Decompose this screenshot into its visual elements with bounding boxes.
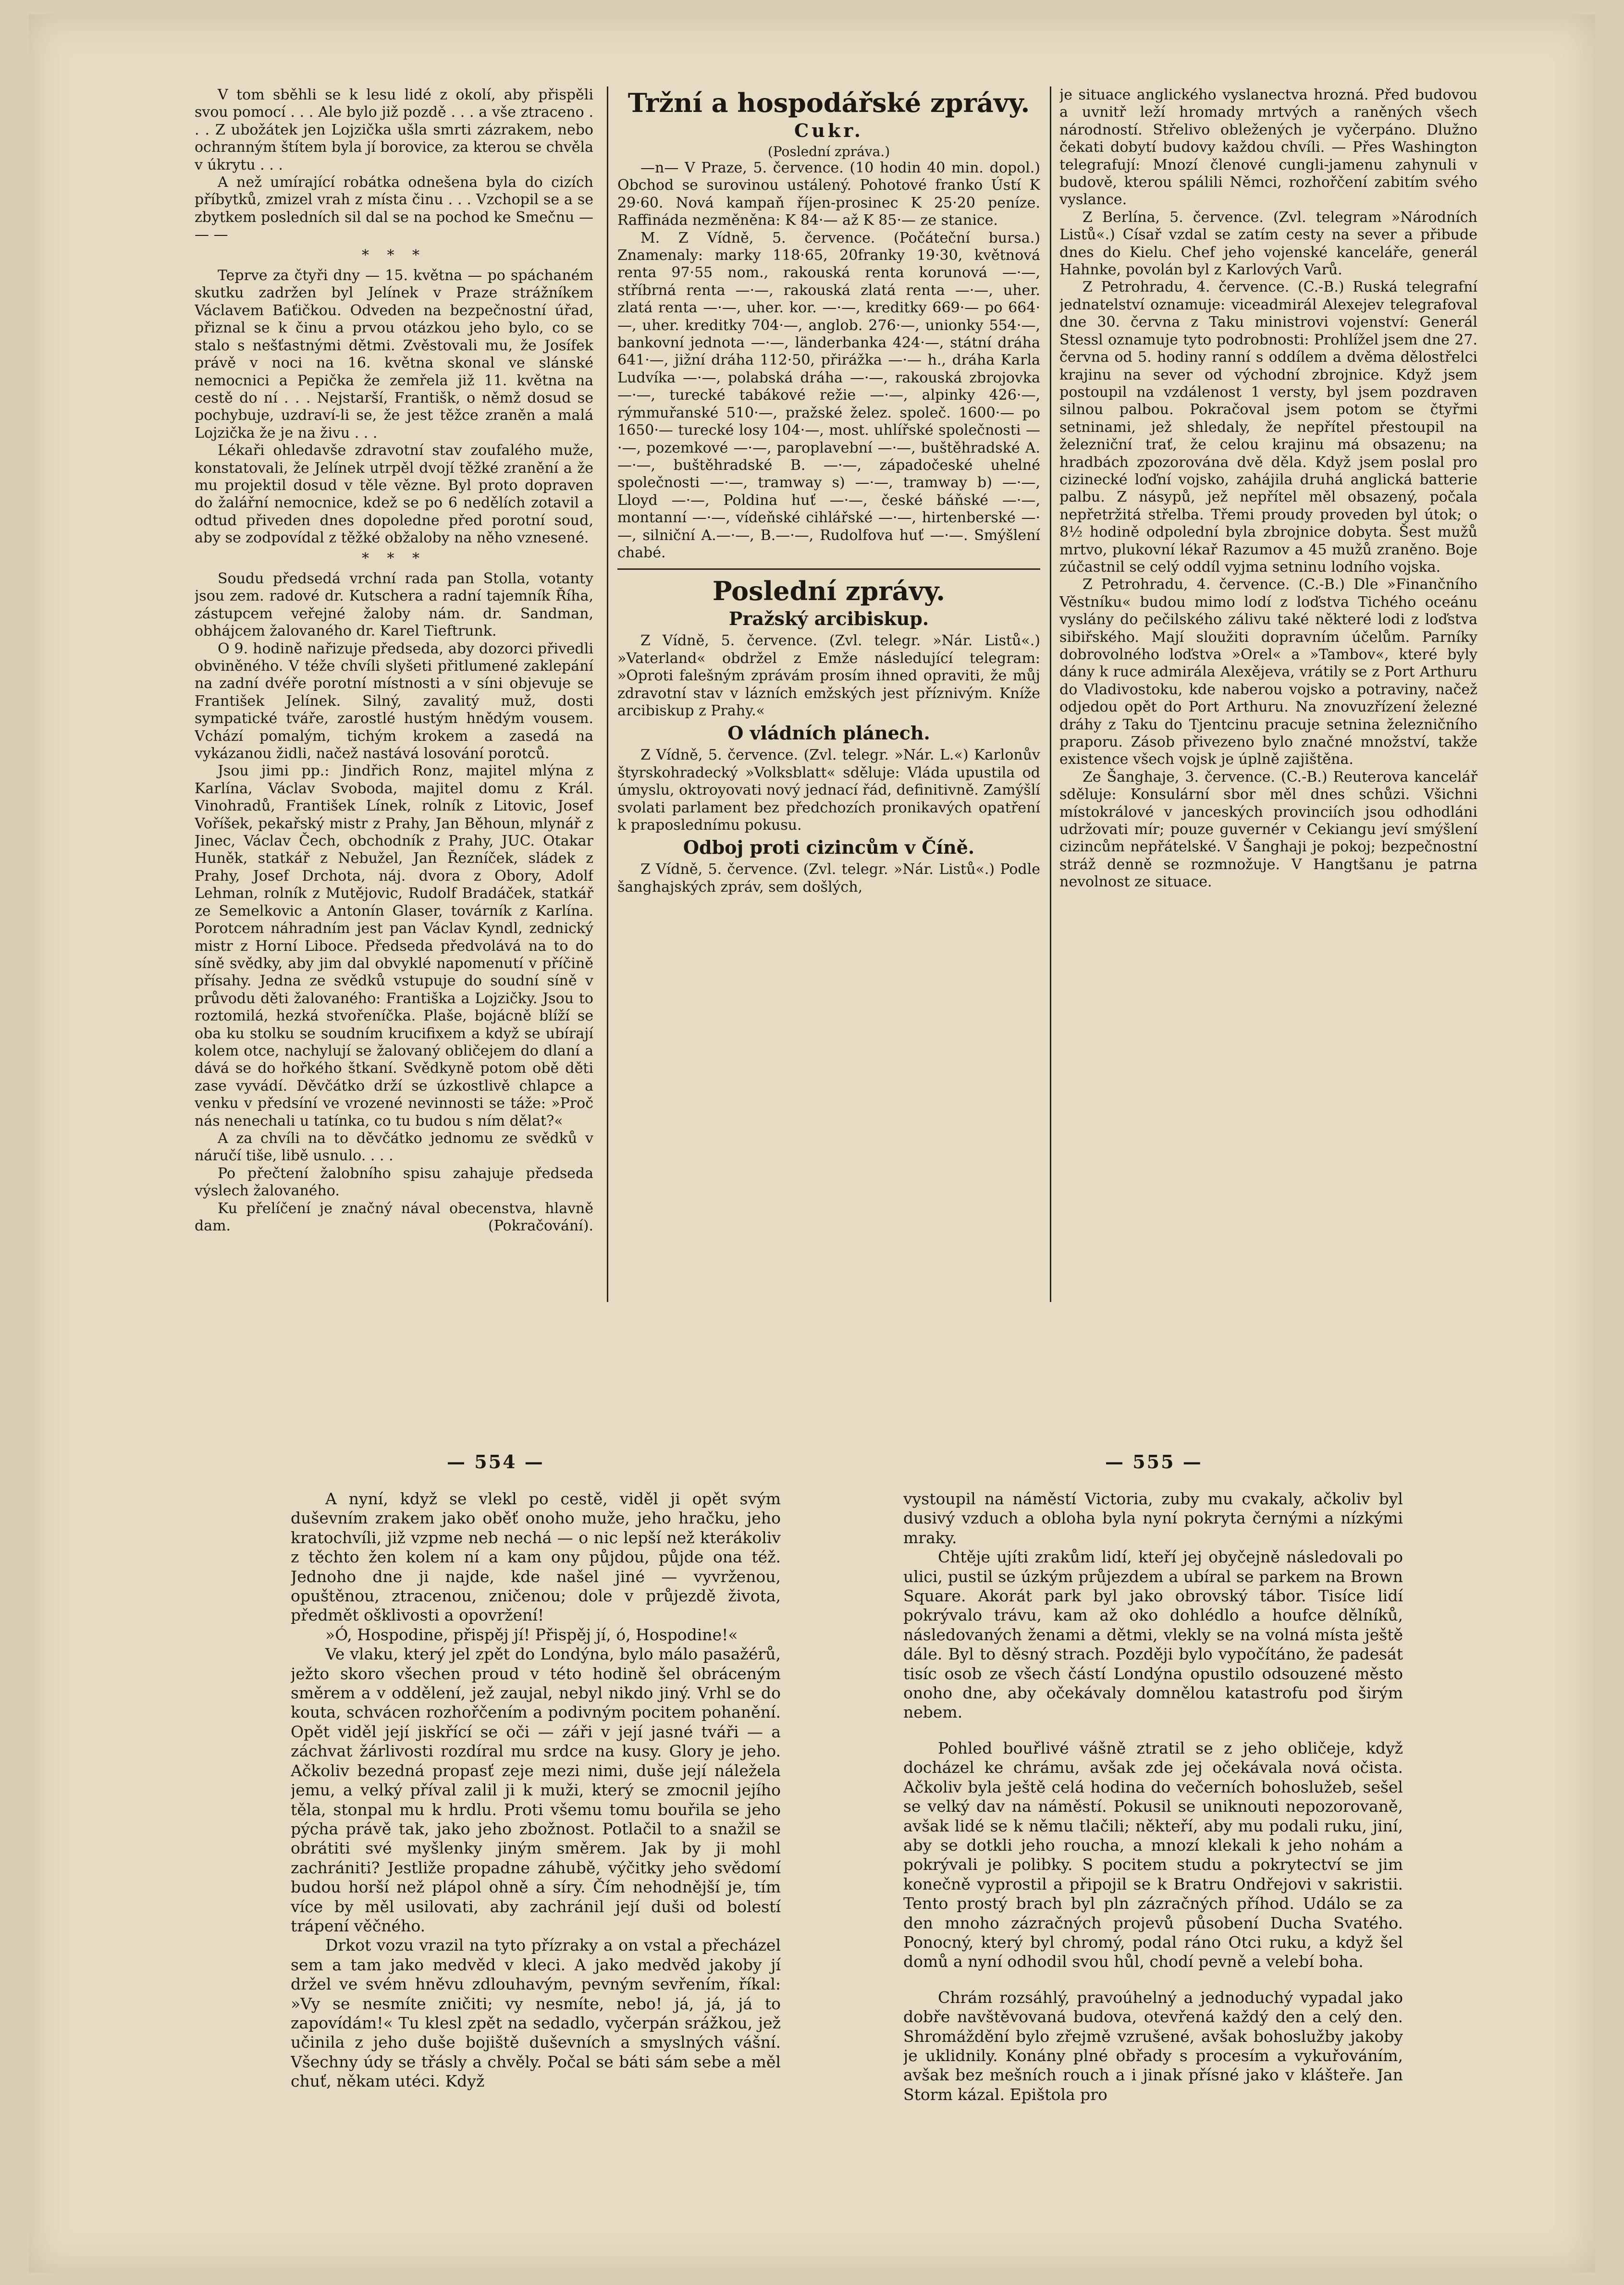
- paragraph: Ve vlaku, který jel zpět do Londýna, bylo málo pasažérů, ježto skoro všechen proud v této hodině šel obráceným směrem a v oddělení, jež zaujal, nebyl nikdo jiný. Vrhl se do kouta, schvácen rozhořčením a podivným pocitem pohanění. Opět viděl její jiskřící se oči — záři v její jasné tváři — a záchvat žárlivosti rozdíral mu srdce na kusy. Glory je jeho. Ačkoliv bezedná propasť zeje mezi nimi, duše její náležela jemu, a velký příval zalil ji k muži, který se zmocnil jejího těla, stonpal mu k hrdlu. Proti všemu tomu bouřila se jeho pýcha právě tak, jako jeho zbožnost. Potlačil to a snažil se obrátiti své myšlenky jiným směrem. Jak by ji mohl zachrániti? Jestliže propadne záhubě, výčitky jeho svědomí budou horší než plápol ohně a síry. Čím nehodnější je, tím více by měl usilovati, aby zachránil její duši od bolestí trápení věčného.: [291, 1645, 781, 1935]
- paragraph: [195, 1200, 593, 1235]
- page-number-right: — 555 —: [1105, 1451, 1203, 1473]
- section-rule: [617, 568, 1040, 570]
- page-number-left: — 554 —: [447, 1451, 544, 1473]
- paragraph: Teprve za čtyři dny — 15. května — po spáchaném skutku zadržen byl Jelínek v Praze strážníkem Václavem Baťičkou. Odveden na bezpečnostní úřad, přiznal se k činu a prvou otázkou jeho bylo, co se stalo s nešťastnými dětmi. Zvěstovali mu, že Josífek právě v noci na 16. května skonal ve slánské nemocnici a Pepička že zemřela již 11. května na cestě do ní . . . Nejstarší, Františk, o němž dosud se pochybuje, uzdraví-li se, že jest těžce zraněn a malá Lojzička že je na živu . . .: [195, 267, 593, 442]
- news-heading: Odboj proti cizincům v Číně.: [683, 836, 975, 859]
- paragraph: Soudu předsedá vrchní rada pan Stolla, votanty jsou zem. radové dr. Kutschera a radní tajemník Říha, zástupcem veřejné žaloby nám. dr. Sandman, obhájcem žalovaného dr. Karel Tieftrunk.: [195, 570, 593, 640]
- paragraph: Pohled bouřlivé vášně ztratil se z jeho obličeje, když docházel ke chrámu, avšak zde jej očekávala nová očista. Ačkoliv byla ještě celá hodina do večerních bohoslužeb, sešel se velký dav na náměstí. Pokusil se uniknouti nepozorovaně, avšak lidé se k němu tlačili; někteří, aby mu podali ruku, jiní, aby se dotkli jeho roucha, a mnozí klekali k jeho nohám a pokrývali je polibky. S pocitem studu a pokrytectví se jim konečně vyprostil a připojil se k Bratru Ondřejovi v sakristii. Tento prostý brach byl pln zázračných příhod. Událo se za den mnoho zázračných projevů působení Ducha Svatého. Ponocný, který byl chromý, podal ráno Otci ruku, a když šel domů a nyní odhodil svou hůl, chodí pevně a velebí boha.: [903, 1738, 1403, 1971]
- book-page-right: [903, 1489, 1403, 2210]
- paragraph: »Ó, Hospodine, přispěj jí! Přispěj jí, ó, Hospodine!«: [325, 1625, 738, 1644]
- paragraph-text: Ku přelíčení je značný nával obecenstva, hlavně dam.: [195, 1200, 593, 1234]
- paragraph: Jsou jimi pp.: Jindřich Ronz, majitel mlýna z Karlína, Václav Svoboda, majitel domu z Král. Vinohradů, František Línek, rolník z Litovic, Josef Voříšek, pekařský mistr z Prahy, Jan Běhoun, mlynář z Jinec, Václav Čech, obchodník z Prahy, JUC. Otakar Huněk, statkář z Nebužel, Jan Řezníček, sládek z Prahy, Josef Drchota, náj. dvora z Obory, Adolf Lehman, rolník z Mutějovic, Rudolf Bradáček, statkář ze Semelkovic a Antonín Glaser, továrník z Karlína. Porotcem náhradním jest pan Václav Kyndl, zednický mistr z Horní Liboce. Předseda předvolává na to do síně svědky, aby jim dal obvyklé napomenutí v příčině přísahy. Jedna ze svědků vstupuje do soudní síně v průvodu děti žalovaného: Františka a Lojzičky. Jsou to roztomilá, hezká stvořeníčka. Plaše, bojácně blíží se oba ku stolku se soudním krucifixem a když se ubírají kolem otce, nachylují se žalovaný obličejem do dlaní a dává se do hořkého štkaní. Svědkyně potom obě děti zase vyvádí. Děvčátko drží se úzkostlivě chlapce a venku v předsíní ve vrozené nevinnosti se táže: »Proč nás nenechali u tatínka, co tu budou s ním dělat?«: [195, 762, 593, 1130]
- book-page-left: [291, 1489, 781, 2210]
- paragraph: A nyní, když se vlekl po cestě, viděl ji opět svým duševním zrakem jako oběť onoho muže, jeho hračku, jeho kratochvíli, již vzpme neb nechá — o nic lepší než kterákoliv z těchto žen kolem ní a kam ony půjdou, půjde ona též. Jednoho dne ji najde, kde našel jiné — vyvrženou, opuštěnou, ztracenou, zničenou; dole v průjezdě života, předmět ošklivosti a opovržení!: [291, 1489, 781, 1625]
- paragraph: O 9. hodině nařizuje předseda, aby dozorci přivedli obviněného. V téže chvíli slyšeti přitlumené zaklepání na zadní dvéře porotní místnosti a v síni objevuje se František Jelínek. Silný, zavalitý muž, dosti sympatické tváře, zarostlé hustým hnědým vousem. Vchází pomalým, tichým krokem a zasedá na vykázanou židli, načež nastává losování porotců.: [195, 640, 593, 762]
- news-item: Z Vídně, 5. července. (Zvl. telegr. »Nár. Listů«.) Podle šanghajských zpráv, sem došlých,: [617, 861, 1040, 896]
- paragraph: Po přečtení žalobního spisu zahajuje předseda výslech žalovaného.: [195, 1165, 593, 1200]
- news-item: Z Vídně, 5. července. (Zvl. telegr. »Nár. Listů«.) »Vaterland« obdržel z Emže následující telegram: »Oproti falešným zprávám prosím ihned opraviti, že můj zdravotní stav v lázních emžských jest příznivým. Kníže arcibiskup z Prahy.«: [617, 632, 1040, 719]
- section-separator: * * *: [361, 550, 427, 567]
- bourse-report: M. Z Vídně, 5. července. (Počáteční bursa.) Znamenaly: marky 118·65, 20franky 19·30, květnová renta 97·55 nom., rakouská renta korunová —·—, stříbrná renta —·—, rakouská zlatá renta —·—, uher. zlatá renta —·—, uher. kor. —·—, kreditky 669·— po 664·—, uher. kreditky 704·—, anglob. 276·—, unionky 554·—, bankovní jednota —·—, länderbanka 424·—, státní dráha 641·—, jižní dráha 112·50, přirážka —·— h., dráha Karla Ludvíka —·—, polabská dráha —·—, rakouská zbrojovka —·—, turecké tabákové režie —·—, alpinky 426·—, rýmmuřanské 510·—, pražské želez. společ. 1600·— po 1650·— turecké losy 104·—, most. uhlířské společnosti —·—, pozemkové —·—, paroplavební —·—, buštěhradské A. —·—, buštěhradské B. —·—, západočeské uhelné společnosti —·—, tramway s) —·—, tramway b) —·—, Lloyd —·—, Poldina huť —·—, české báňské —·—, montanní —·—, vídeňské cihlářské —·—, hirtenberské —·—, silniční A.—·—, B.—·—, Rudolfova huť —·—. Smýšlení chabé.: [617, 229, 1040, 561]
- paragraph: vystoupil na náměstí Victoria, zuby mu cvakaly, ačkoliv byl dusivý vzduch a obloha byla nyní pokryta černými a nízkými mraky.: [903, 1489, 1403, 1547]
- market-rubric: Tržní a hospodářské zprávy.: [627, 87, 1030, 118]
- paragraph: je situace anglického vyslanectva hrozná. Před budovou a uvnitř leží hromady mrtvých a raněných všech národností. Střelivo obležených je vyčerpáno. Dlužno čekati dobytí budovy každou chvíli. — Přes Washington telegrafují: Mnozí členové cungli-jamenu zahynuli v budově, kterou spálili Němci, rozhořčení zabitím svého vyslance.: [1059, 86, 1477, 209]
- paragraph: A než umírající robátka odnešena byla do cizích příbytků, zmizel vrah z místa činu . . . Vzchopil se a se zbytkem posledních sil dal se na pochod ke Smečnu — — —: [195, 174, 593, 244]
- paragraph: V tom sběhli se k lesu lidé z okolí, aby přispěli svou pomocí . . . Ale bylo již pozdě . . . a vše ztraceno . . . Z ubožátek jen Lojzička ušla smrti zázrakem, nebo ochranným štítem byla jí borovice, za kterou se chvěla v úkrytu . . .: [195, 86, 593, 173]
- continued-note: (Pokračování).: [488, 1217, 593, 1234]
- paragraph: Drkot vozu vrazil na tyto přízraky a on vstal a přecházel sem a tam jako medvěd v kleci. A jako medvěd jakoby jí držel ve svém hněvu zdlouhavým, pevným sevřením, říkal: »Vy se nesmíte zničiti; vy nesmíte, nebo! já, já, já to zapovídám!« Tu klesl zpět na sedadlo, vyčerpán srážkou, jež učinila z jeho duše bojiště duševních a smyslných vášní. Všechny údy se třásly a chvěly. Počal se báti sám sebe a měl chuť, někam utéci. Když: [291, 1936, 781, 2091]
- newspaper-page: [29, 14, 1595, 2273]
- news-item: Z Petrohradu, 4. července. (C.-B.) Ruská telegrafní jednatelství oznamuje: viceadmirál Alexejev telegrafoval dne 30. června z Taku ministrovi vojenství: Generál Stessl oznamuje tyto podrobnosti: Prohlížel jsem dne 27. června od 5. hodiny ranní s oddílem a dvěma dělostřelci krajinu na sever od východní zbrojnice. Když jsem postoupil na vzdálenost 1 versty, byl jsem pozdraven silnou palbou. Pokračoval jsem potom se čtyřmi setninami, jež shledaly, že nepřítel přestoupil na železniční trať, že celou krajinu má obsazenu; na hradbách zpozorována dvě děla. Když jsem poslal pro cizinecké loďní vojsko, zahájila druhá anglická batterie palbu. Z násypů, jež nepřítel měl obsazený, počala nepřetržitá střelba. Třemi proudy proveden byl útok; o 8½ hodině odpolední byla zbrojnice dobyta. Šest mužů mrtvo, plukovní lékař Razumov a 45 mužů zraněno. Boje zúčastnil se celý oddíl vyjma setninu lodního vojska.: [1059, 279, 1477, 576]
- news-rubric: Poslední zprávy.: [713, 576, 945, 607]
- column-rule: [607, 86, 608, 1302]
- news-item: Ze Šanghaje, 3. července. (C.-B.) Reuterova kancelář sděluje: Konsulární sbor měl dnes schůzi. Všichni místokrálové v janceských provinciích jsou odhodláni udržovati mír; pouze guvernér v Cekiangu jeví smýšlení cizincům nepřátelské. V Šanghaji je pokoj; bezpečnostní stráž denně se rozmnožuje. V Hangtšanu je patrna nevolnost ze situace.: [1059, 768, 1477, 891]
- paragraph: A za chvíli na to děvčátko jednomu ze svědků v náručí tiše, libě usnulo. . . .: [195, 1130, 593, 1165]
- column-market-news: [617, 86, 1040, 1307]
- paragraph: Chrám rozsáhlý, pravoúhelný a jednoduchý vypadal jako dobře navštěvovaná budova, otevřená každý den a celý den. Shromáždění bylo zřejmě vzrušené, avšak bohoslužby jakoby je uklidnily. Konány plné obřady s procesím a vykuřováním, avšak bez mešních rouch a i jinak přísné jako v klášteře. Jan Storm kázal. Epištola pro: [903, 1988, 1403, 2104]
- paragraph: Chtěje ujíti zrakům lidí, kteří jej obyčejně následovali po ulici, pustil se úzkým průjezdem a ubíral se parkem na Brown Square. Akorát park byl jako obrovský tábor. Tisíce lidí pokrývalo trávu, kam až oko dohlédlo a houfce dělníků, následovaných ženami a dětmi, vlekly se na volná místa ještě dále. Byl to děsný strach. Později bylo vypočítáno, že padesát tisíc osob ze všech částí Londýna opustilo odsouzené město onoho dne, aby očekávaly domnělou katastrofu pod širým nebem.: [903, 1548, 1403, 1722]
- news-heading: Pražský arcibiskup.: [728, 608, 929, 630]
- paragraph: Lékaři ohledavše zdravotní stav zoufalého muže, konstatovali, že Jelínek utrpěl dvojí těžké zranění a že mu projektil dosud v těle vězne. Byl proto dopraven do žalářní nemocnice, kdež se po 6 nedělích zotavil a odtud přiveden dnes dopoledne před porotní soud, aby se zodpovídal z těžké obžaloby na něho vznesené.: [195, 442, 593, 547]
- section-separator: * * *: [361, 246, 427, 264]
- sugar-subheading: (Poslední zpráva.): [767, 144, 890, 160]
- news-item: Z Petrohradu, 4. července. (C.-B.) Dle »Finančního Věstníku« budou mimo lodí z loďstva Tichého oceánu vyslány do pečilského zálivu také některé lodi z loďstva sibiřského. Mají sloužiti dopravním účelům. Parníky dobrovolného loďstva »Orel« a »Tambov«, které byly dány k ruce admirála Alexějeva, vrátily se z Port Arthuru do Vladivostoku, kde naberou vojsko a potraviny, načež odjedou opět do Port Arthuru. Na znovuzřízení železné dráhy z Taku do Tjentcinu pracuje setnina železničního praporu. Zásob přivezeno bylo značné množství, takže existence všech vojsk je úplně zajištěna.: [1059, 576, 1477, 768]
- news-heading: O vládních plánech.: [727, 722, 930, 744]
- column-rule: [1050, 86, 1051, 1302]
- news-item: Z Berlína, 5. července. (Zvl. telegram »Národních Listů«.) Císař vzdal se zatím cesty na sever a přibude dnes do Kielu. Chef jeho vojenské kanceláře, generál Hahnke, povolán byl z Karlových Varů.: [1059, 209, 1477, 279]
- news-item: Z Vídně, 5. července. (Zvl. telegr. »Nár. L.«) Karlonův štyrskohradecký »Volksblatt« sděluje: Vláda upustila od úmyslu, oktroyovati nový jednací řád, definitivně. Zamýšlí svolati parlament bez předchozích pronikavých opatření k praposlednímu pokusu.: [617, 747, 1040, 834]
- column-foreign-news: [1059, 86, 1477, 1307]
- column-court-report: [195, 86, 593, 1307]
- sugar-heading: Cukr.: [794, 120, 863, 141]
- sugar-report: —n— V Praze, 5. července. (10 hodin 40 min. dopol.) Obchod se surovinou ustálený. Pohotové franko Ústí K 29·60. Nová kampaň říjen-prosinec K 25·20 peníze. Raffináda nezměněna: K 84·— až K 85·— ze stanice.: [617, 160, 1040, 229]
